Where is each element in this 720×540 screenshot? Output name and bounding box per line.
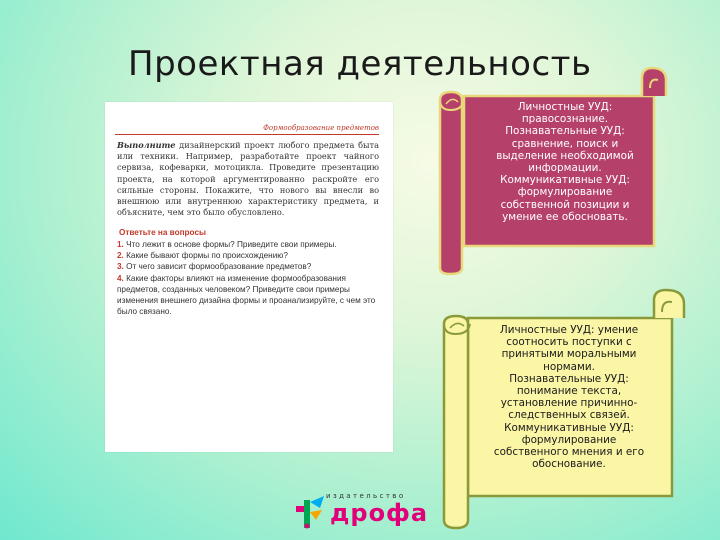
uud-scroll-bottom	[440, 286, 688, 530]
task-text: дизайнерский проект любого предмета быта или техники. Например, разработайте проект чайного сервиза, кофеварки, мотоцикла. Проведите презентацию проекта, на которой аргументированно раскройте его сильные стороны. Покажите, что нового вы внесли во внешнюю или внутреннюю характеристику предмета, и объясните, чем это было обусловлено.	[117, 140, 379, 218]
task-paragraph	[117, 140, 379, 218]
scroll-bottom-text: Личностные УУД: умение соотносить поступки с принятыми моральными нормами. Познавательные УУД: понимание текста, установление причинно- следственных связей. Коммуникативные УУД: формулирование собственного мнения и его обоснование.	[493, 324, 645, 471]
publisher-name: дрофа	[330, 499, 429, 527]
slide-title: Проектная деятельность	[128, 44, 592, 84]
task-lead: Выполните	[117, 140, 176, 150]
question-item: 4. Какие факторы влияют на изменение формообразования предметов, созданных человеком? Приведите свои примеры изменения внешнего дизайна формы и проанализируйте, с чем это было связано.	[117, 273, 376, 317]
uud-scroll-top	[436, 66, 670, 278]
questions-heading: Ответьте на вопросы	[119, 228, 206, 237]
publisher-subtitle: издательство	[326, 492, 406, 500]
bird-logo-icon	[294, 494, 330, 530]
question-item: 2. Какие бывают формы по происхождению?	[117, 251, 288, 261]
textbook-page-image	[105, 102, 393, 452]
question-item: 3. От чего зависит формообразование предметов?	[117, 262, 312, 272]
questions-list	[117, 239, 379, 317]
scroll-top-text: Личностные УУД: правосознание. Познавательные УУД: сравнение, поиск и выделение необходимой информации. Коммуникативные УУД: формулирование собственной позиции и умение ее обосновать.	[496, 101, 634, 223]
question-item: 1. Что лежит в основе формы? Приведите свои примеры.	[117, 240, 337, 249]
publisher-logo	[294, 492, 434, 528]
page-header: Формообразование предметов	[115, 124, 379, 135]
